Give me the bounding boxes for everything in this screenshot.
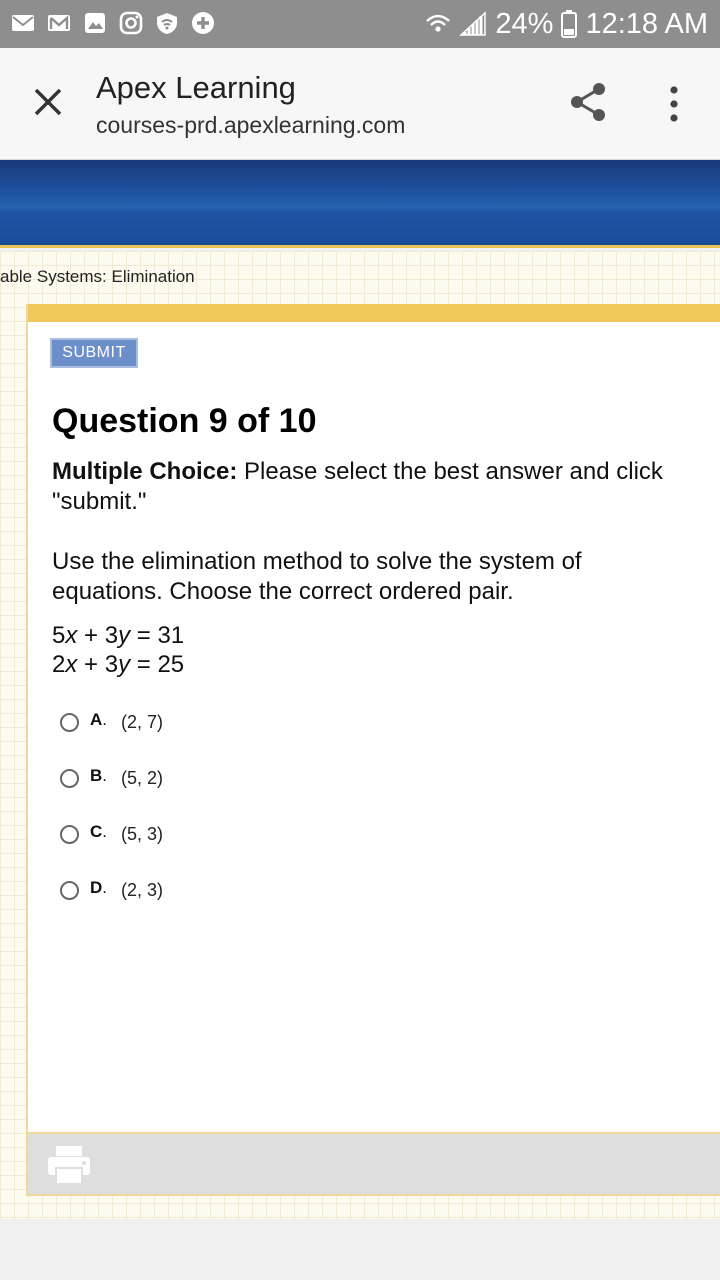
plus-circle-icon	[190, 10, 216, 36]
gallery-icon	[82, 10, 108, 36]
status-bar	[0, 0, 720, 48]
content-area	[0, 251, 720, 1219]
card-top-bar	[28, 304, 720, 322]
email-icon	[10, 10, 36, 36]
battery-percent: 24%	[495, 7, 554, 40]
print-icon[interactable]	[46, 1144, 92, 1186]
question-card	[26, 304, 720, 1196]
battery-icon	[561, 10, 577, 38]
status-right	[425, 6, 708, 42]
page-url: courses-prd.apexlearning.com	[96, 112, 406, 138]
answer-option-b[interactable]	[60, 763, 164, 793]
bottom-area	[0, 1219, 720, 1280]
gmail-icon	[46, 10, 72, 36]
option-letter: A .	[90, 710, 107, 730]
breadcrumb: able Systems: Elimination	[0, 267, 195, 286]
option-letter: B .	[90, 766, 107, 786]
radio-button[interactable]	[60, 769, 79, 788]
instructions	[52, 457, 702, 517]
wifi-calling-icon	[425, 11, 451, 37]
option-text: (5, 2)	[121, 768, 164, 788]
submit-button[interactable]: SUBMIT	[50, 338, 138, 368]
browser-header	[0, 48, 720, 160]
option-letter: D .	[90, 878, 107, 898]
option-letter: C .	[90, 822, 107, 842]
question-title: Question 9 of 10	[52, 402, 317, 440]
instruction-label: Multiple Choice:	[52, 458, 238, 485]
wifi-shield-icon	[154, 10, 180, 36]
share-icon[interactable]	[566, 80, 610, 124]
notification-icons	[10, 10, 216, 36]
signal-icon	[459, 11, 487, 37]
close-icon[interactable]	[28, 82, 68, 122]
card-footer	[28, 1132, 720, 1196]
question-prompt: Use the elimination method to solve the system of equations. Choose the correct ordered pair.	[52, 548, 582, 605]
radio-button[interactable]	[60, 881, 79, 900]
clock: 12:18 AM	[585, 7, 708, 40]
answer-option-c[interactable]	[60, 819, 164, 849]
option-text: (2, 3)	[121, 880, 164, 900]
radio-button[interactable]	[60, 713, 79, 732]
page-title: Apex Learning	[96, 70, 296, 105]
answer-option-d[interactable]	[60, 875, 164, 905]
site-banner	[0, 160, 720, 248]
instruction-text: Please select the best answer and click "submit."	[52, 458, 663, 515]
radio-button[interactable]	[60, 825, 79, 844]
instagram-icon	[118, 10, 144, 36]
equation-1: 5x + 3y = 31	[52, 622, 185, 649]
more-options-icon[interactable]	[660, 84, 688, 124]
answer-option-a[interactable]	[60, 707, 164, 737]
option-text: (2, 7)	[121, 712, 164, 732]
equation-2: 2x + 3y = 25	[52, 651, 185, 678]
option-text: (5, 3)	[121, 824, 164, 844]
